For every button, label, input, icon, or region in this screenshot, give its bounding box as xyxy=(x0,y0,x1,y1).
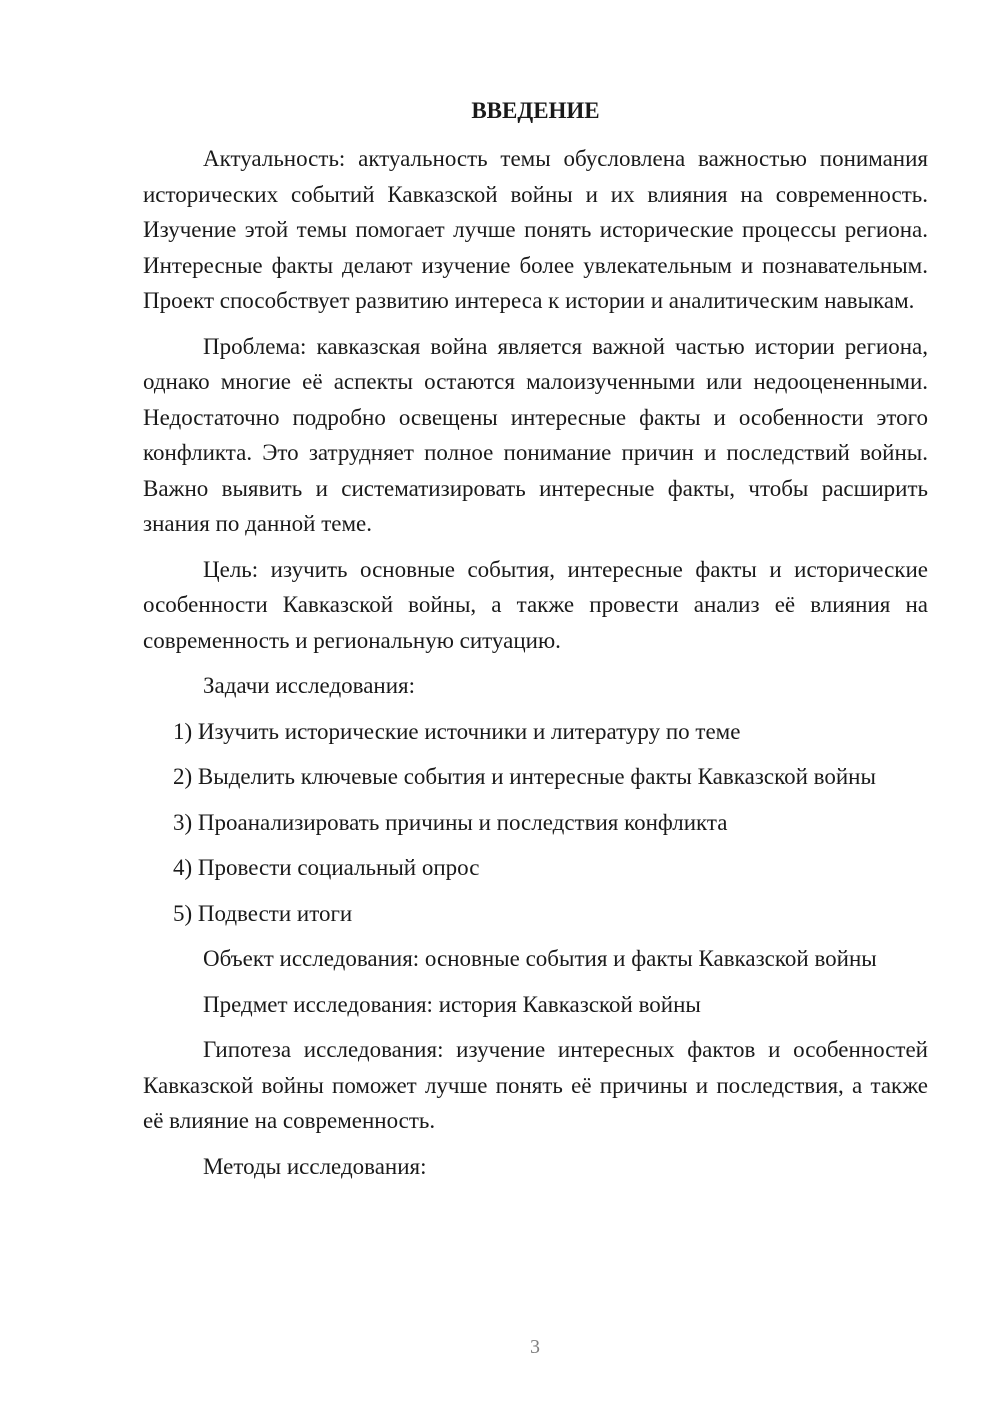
object-paragraph: Объект исследования: основные события и факты Кавказской войны xyxy=(203,946,877,971)
relevance-paragraph: Актуальность: актуальность темы обусловлена важностью понимания исторических событий Кавказской войны и их влияния на современность. Изучение этой темы помогает лучше понять исторические процессы региона. Интересные факты делают изучение более увлекательным и познавательным. Проект способствует развитию интереса к истории и аналитическим навыкам. xyxy=(143,146,928,313)
task-item-1: 1) Изучить исторические источники и литературу по теме xyxy=(173,718,741,744)
section-heading: ВВЕДЕНИЕ xyxy=(471,98,600,123)
task-item-4: 4) Провести социальный опрос xyxy=(173,855,480,880)
page-number: 3 xyxy=(530,1336,540,1358)
task-item-2: 2) Выделить ключевые события и интересные факты Кавказской войны xyxy=(173,764,876,789)
problem-paragraph: Проблема: кавказская война является важной частью истории региона, однако многие её аспекты остаются малоизученными или недооцененными. Недостаточно подробно освещены интересные факты и особенности этого конфликта. Это затрудняет полное понимание причин и последствий войны. Важно выявить и систематизировать интересные факты, чтобы расширить знания по данной теме. xyxy=(143,333,928,536)
subject-paragraph: Предмет исследования: история Кавказской войны xyxy=(203,991,701,1017)
goal-paragraph: Цель: изучить основные события, интересные факты и исторические особенности Кавказской войны, а также провести анализ её влияния на современность и региональную ситуацию. xyxy=(143,556,928,653)
methods-heading: Методы исследования: xyxy=(203,1153,427,1179)
tasks-heading: Задачи исследования: xyxy=(203,673,416,698)
task-item-3: 3) Проанализировать причины и последствия конфликта xyxy=(173,809,728,835)
document-body xyxy=(143,141,928,1194)
hypothesis-paragraph: Гипотеза исследования: изучение интересных фактов и особенностей Кавказской войны поможет лучше понять её причины и последствия, а также её влияние на современность. xyxy=(143,1037,928,1133)
task-item-5: 5) Подвести итоги xyxy=(173,900,353,926)
